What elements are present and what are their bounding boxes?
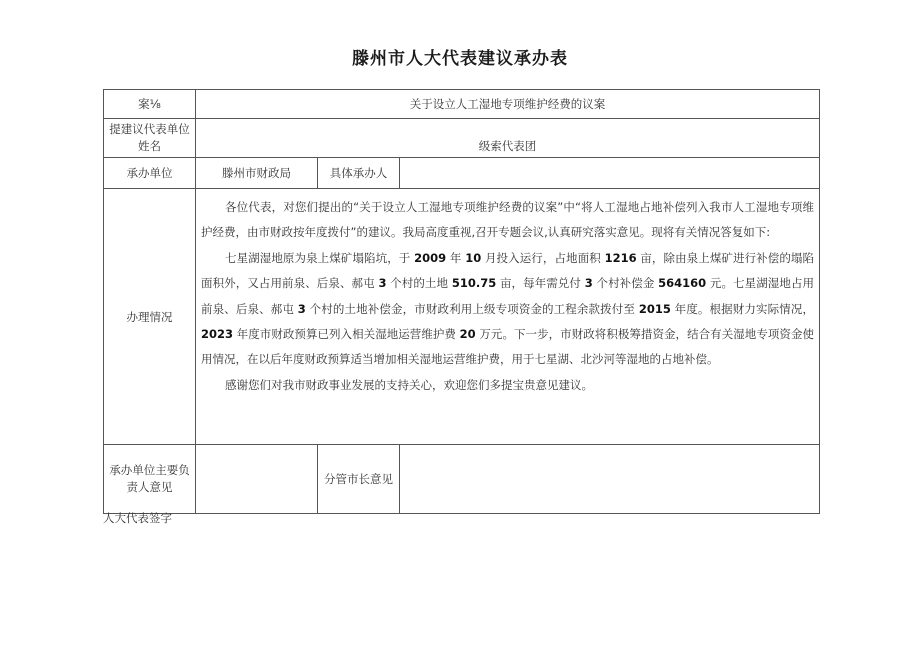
proposal-handling-table xyxy=(103,89,820,514)
handling-label: 办理情况 xyxy=(104,189,196,445)
mayor-opinion-label: 分管市长意见 xyxy=(318,445,400,514)
handling-paragraph-3: 感谢您们对我市财政事业发展的支持关心，欢迎您们多提宝贵意见建议。 xyxy=(225,377,593,392)
document-title: 滕州市人大代表建议承办表 xyxy=(352,49,568,69)
case-number-label: 案⅛ xyxy=(104,90,196,119)
leader-opinion-label-line1: 承办单位主要负 xyxy=(109,463,190,477)
handling-paragraph-1: 各位代表，对您们提出的“关于设立人工湿地专项维护经费的议案”中“将人工湿地占地补偿列入我市人工湿地专项维护经费，由市财政按年度拨付”的建议。我局高度重视,召开专题会议,认真研究落实意见。现将有关情况答复如下: xyxy=(201,200,814,240)
row-proposer xyxy=(104,119,820,158)
leader-opinion-label-line2: 责人意见 xyxy=(126,480,173,494)
proposer-value: 级索代表团 xyxy=(196,119,820,158)
unit-value: 滕州市财政局 xyxy=(196,158,318,189)
proposal-title-cell: 关于设立人工湿地专项维护经费的议案 xyxy=(196,90,820,119)
proposer-label-line1: 提建议代表单位 xyxy=(109,122,190,136)
deputy-signature-label: 人大代表签字 xyxy=(103,511,172,525)
handling-paragraph-2: 七星湖湿地原为泉上煤矿塌陷坑，于 2009 年 10 月投入运行，占地面积 1216 亩，除由泉上煤矿进行补偿的塌陷面积外，又占用前泉、后泉、郝屯 3 个村的土地 510.75 亩，每年需兑付 3 个村补偿金 564160 元。七星湖湿地占用前泉、后泉、郝屯 3 个村的土地补偿金，市财政利用上级专项资金的工程余款拨付至 2015 年度。根据财力实际情况，2023 年度市财政预算已列入相关湿地运营维护费 20 万元。下一步，市财政将积极筹措资金，结合有关湿地专项资金使用情况，在以后年度财政预算适当增加相关湿地运营维护费，用于七星湖、北沙河等湿地的占地补偿。 xyxy=(201,250,815,367)
row-handling-status xyxy=(104,189,820,445)
unit-label: 承办单位 xyxy=(104,158,196,189)
handler-label: 具体承办人 xyxy=(318,158,400,189)
leader-opinion-label xyxy=(104,445,196,514)
mayor-opinion-value xyxy=(400,445,820,514)
proposer-label-line2: 姓名 xyxy=(138,139,161,153)
row-handling-unit xyxy=(104,158,820,189)
handler-value xyxy=(400,158,820,189)
row-opinions xyxy=(104,445,820,514)
proposer-label xyxy=(104,119,196,158)
handling-content xyxy=(196,189,820,445)
row-case-number xyxy=(104,90,820,119)
leader-opinion-value xyxy=(196,445,318,514)
